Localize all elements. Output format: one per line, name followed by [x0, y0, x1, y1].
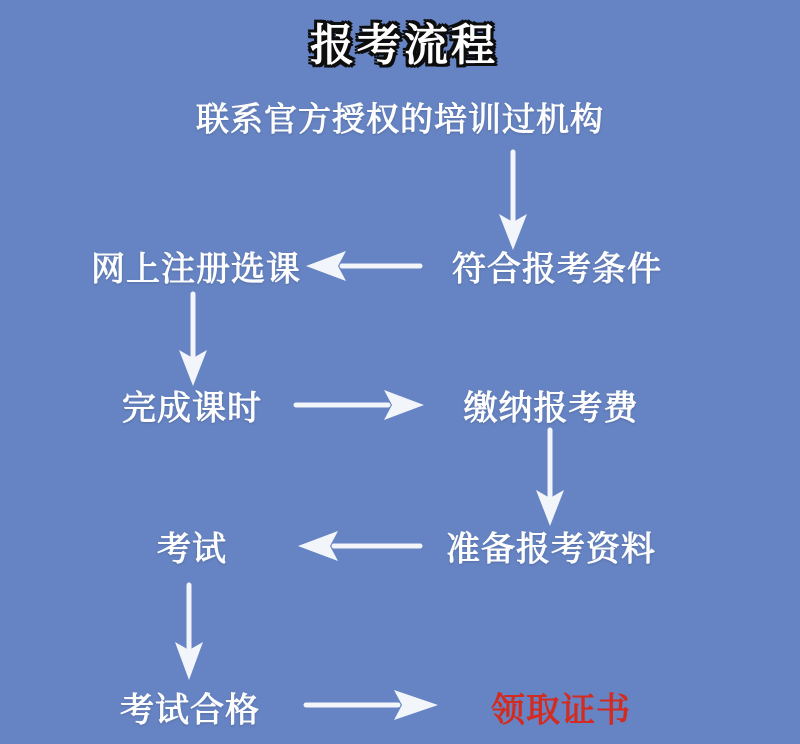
- edge-arrow-fee-to-materials-down-arrow-icon: [536, 430, 564, 526]
- page-title: 报考流程: [310, 20, 498, 71]
- edge-arrow-register-to-course-down-arrow-icon: [179, 294, 207, 386]
- node-register-online: 网上注册选课: [91, 249, 301, 290]
- edge-arrow-requirements-to-register-left-arrow-icon: [306, 251, 420, 281]
- node-pay-fee: 缴纳报考费: [463, 388, 639, 429]
- node-prepare-materials: 准备报考资料: [446, 529, 656, 570]
- node-get-certificate: 领取证书: [491, 690, 631, 731]
- node-meet-requirements: 符合报考条件: [452, 249, 662, 290]
- edge-arrow-materials-to-exam-left-arrow-icon: [298, 531, 420, 561]
- edge-arrow-pass-to-certificate-right-arrow-icon: [306, 690, 438, 720]
- edge-arrow-contact-to-requirements-down-arrow-icon: [499, 152, 527, 250]
- node-complete-course: 完成课时: [122, 388, 262, 429]
- edge-arrow-course-to-fee-right-arrow-icon: [296, 390, 424, 420]
- node-exam: 考试: [157, 529, 227, 570]
- edge-arrow-exam-to-pass-down-arrow-icon: [175, 585, 203, 680]
- node-exam-pass: 考试合格: [120, 690, 260, 731]
- node-contact-agency: 联系官方授权的培训过机构: [196, 99, 604, 139]
